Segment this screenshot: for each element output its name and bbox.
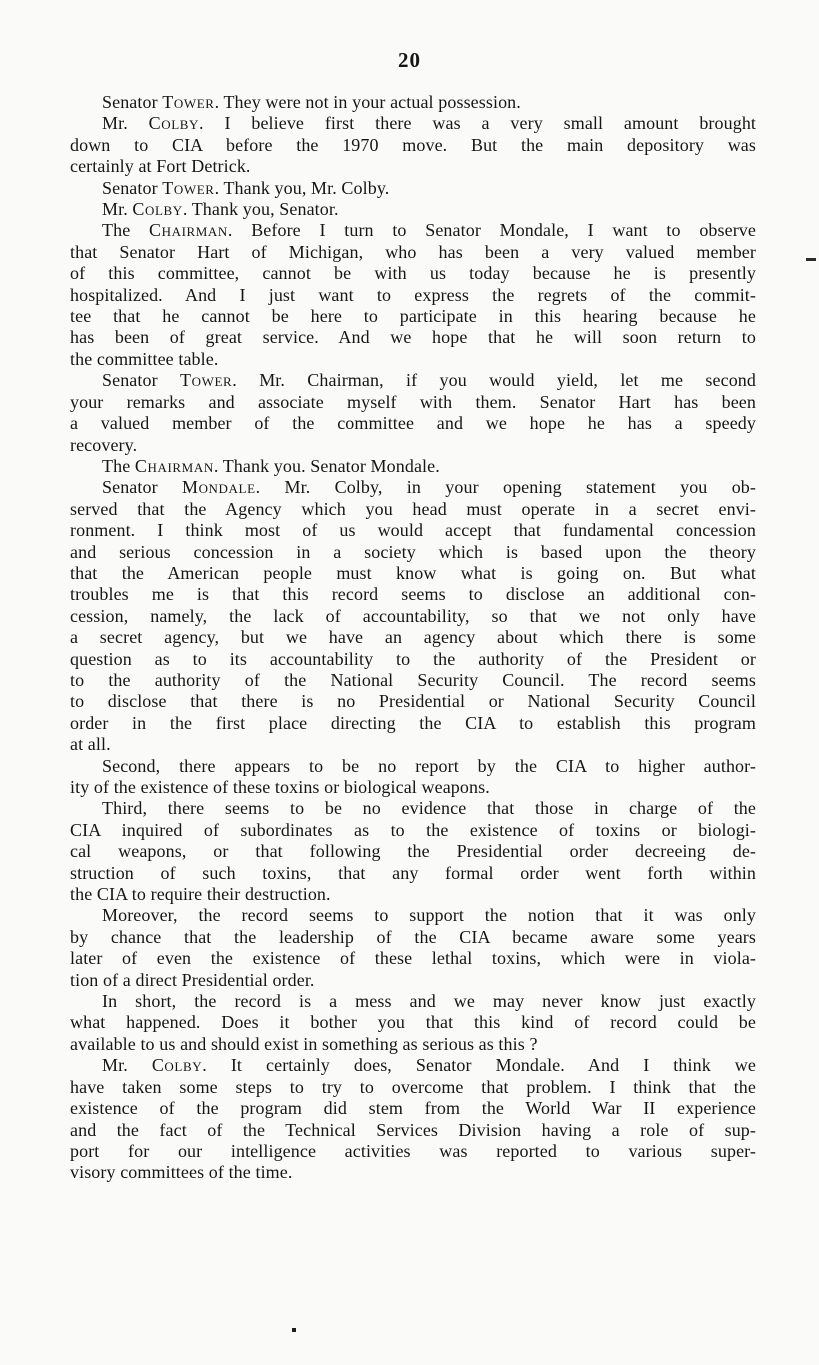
text-line: Senator Tower. Thank you, Mr. Colby. xyxy=(102,177,390,198)
text-line: struction of such toxins, that any formal order went forth within xyxy=(70,862,756,883)
speaker-name: The Chairman. xyxy=(102,455,223,476)
text-line: CIA inquired of subordinates as to the existence of toxins or biologi- xyxy=(70,819,756,840)
text-line: that Senator Hart of Michigan, who has been a very valued member xyxy=(70,241,756,262)
text-line: Mr. Colby. It certainly does, Senator Mondale. And I think we xyxy=(102,1055,756,1076)
speaker-name: Mr. Colby. xyxy=(102,113,225,134)
paragraph xyxy=(70,991,756,1055)
scan-artifact-dot xyxy=(292,1328,296,1332)
text-line: at all. xyxy=(70,734,111,755)
text-line: the committee table. xyxy=(70,348,219,369)
text-line: order in the first place directing the CIA to establish this program xyxy=(70,712,756,733)
text-line: by chance that the leadership of the CIA became aware some years xyxy=(70,926,756,947)
paragraph xyxy=(70,199,756,220)
text-line: tee that he cannot be here to participate in this hearing because he xyxy=(70,306,756,327)
paragraph xyxy=(70,905,756,991)
speaker-name: Senator Mondale. xyxy=(102,477,285,498)
transcript xyxy=(70,92,756,1184)
text-line: to the authority of the National Security Council. The record seems xyxy=(70,669,756,690)
text-line: have taken some steps to try to overcome that problem. I think that the xyxy=(70,1076,756,1097)
text-line: of this committee, cannot be with us today because he is presently xyxy=(70,263,756,284)
text-line: Senator Tower. They were not in your actual possession. xyxy=(102,92,521,112)
text-line: certainly at Fort Detrick. xyxy=(70,156,251,177)
speaker-name: Senator Tower. xyxy=(102,177,224,198)
paragraph xyxy=(70,92,756,113)
text-line: down to CIA before the 1970 move. But the main depository was xyxy=(70,134,756,155)
text-line: has been of great service. And we hope that he will soon return to xyxy=(70,327,756,348)
speaker-name: The Chairman. xyxy=(102,220,252,241)
text-line: Second, there appears to be no report by the CIA to higher author- xyxy=(102,755,756,776)
text-line: served that the Agency which you head must operate in a secret envi- xyxy=(70,498,756,519)
text-line: available to us and should exist in something as serious as this ? xyxy=(70,1033,538,1054)
text-line: a valued member of the committee and we hope he has a speedy xyxy=(70,413,756,434)
speaker-name: Senator Tower. xyxy=(102,370,260,391)
speaker-name: Mr. Colby. xyxy=(102,199,192,220)
text-line: cession, namely, the lack of accountability, so that we not only have xyxy=(70,605,756,626)
paragraph xyxy=(70,756,756,799)
text-line: ity of the existence of these toxins or biological weapons. xyxy=(70,777,490,797)
text-line: later of even the existence of these lethal toxins, which were in viola- xyxy=(70,948,756,969)
paragraph xyxy=(70,113,756,177)
text-line: Mr. Colby. Thank you, Senator. xyxy=(102,199,339,220)
text-line: and the fact of the Technical Services Division having a role of sup- xyxy=(70,1119,756,1140)
text-line: that the American people must know what is going on. But what xyxy=(70,562,756,583)
text-line: recovery. xyxy=(70,434,138,455)
text-line: The Chairman. Before I turn to Senator Mondale, I want to observe xyxy=(102,220,757,241)
paragraph xyxy=(70,220,756,370)
text-line: Mr. Colby. I believe first there was a very small amount brought xyxy=(102,113,757,134)
scan-artifact-dash xyxy=(806,258,816,261)
text-line: hospitalized. And I just want to express the regrets of the commit- xyxy=(70,284,756,305)
text-line: question as to its accountability to the authority of the President or xyxy=(70,648,756,669)
text-line: Moreover, the record seems to support the notion that it was only xyxy=(102,905,756,926)
text-line: Third, there seems to be no evidence that those in charge of the xyxy=(102,798,756,819)
paragraph xyxy=(70,477,756,755)
text-line: port for our intelligence activities was reported to various super- xyxy=(70,1140,756,1161)
text-line: ronment. I think most of us would accept that fundamental concession xyxy=(70,520,756,541)
paragraph xyxy=(70,178,756,199)
page-number: 20 xyxy=(398,48,421,72)
text-line: Senator Tower. Mr. Chairman, if you would yield, let me second xyxy=(102,370,756,391)
paragraph xyxy=(70,370,756,456)
text-line: to disclose that there is no Presidential or National Security Council xyxy=(70,691,756,712)
text-line: In short, the record is a mess and we may never know just exactly xyxy=(102,991,756,1012)
text-line: existence of the program did stem from the World War II experience xyxy=(70,1098,756,1119)
paragraph xyxy=(70,798,756,905)
text-line: what happened. Does it bother you that this kind of record could be xyxy=(70,1012,756,1033)
text-line: and serious concession in a society which is based upon the theory xyxy=(70,541,756,562)
text-line: visory committees of the time. xyxy=(70,1162,293,1183)
text-line: your remarks and associate myself with them. Senator Hart has been xyxy=(70,391,756,412)
text-line: cal weapons, or that following the Presidential order decreeing de- xyxy=(70,841,756,862)
text-line: the CIA to require their destruction. xyxy=(70,884,331,905)
text-line: a secret agency, but we have an agency about which there is some xyxy=(70,627,756,648)
text-line: tion of a direct Presidential order. xyxy=(70,969,315,990)
text-line: troubles me is that this record seems to disclose an additional con- xyxy=(70,584,756,605)
text-line: Senator Mondale. Mr. Colby, in your opening statement you ob- xyxy=(102,477,756,498)
speaker-name: Mr. Colby. xyxy=(102,1055,231,1076)
paragraph xyxy=(70,456,756,477)
text-line: The Chairman. Thank you. Senator Mondale. xyxy=(102,455,440,476)
speaker-name: Senator Tower. xyxy=(102,92,224,112)
paragraph xyxy=(70,1055,756,1183)
